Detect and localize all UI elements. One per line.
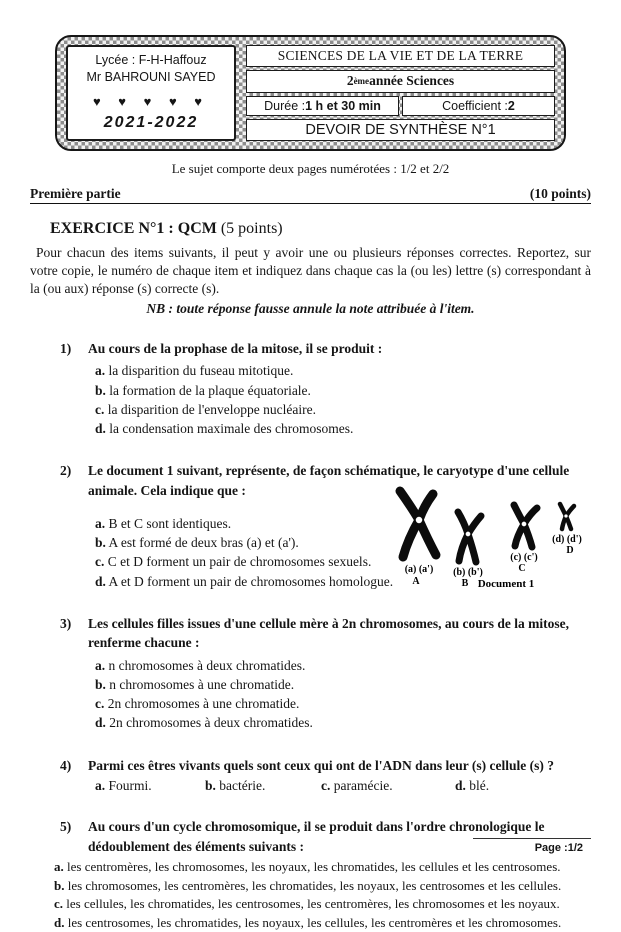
arms-label-d: (d) (d') (552, 534, 582, 546)
exercise-points: (5 points) (216, 220, 283, 237)
exam-title: DEVOIR DE SYNTHÈSE N°1 (246, 119, 555, 141)
question-5 (30, 817, 591, 932)
question-1-head (60, 339, 591, 359)
page-footer (473, 838, 591, 854)
question-4-text: Parmi ces êtres vivants quels sont ceux qui ont de l'ADN dans leur (s) cellule (s) ? (88, 757, 554, 773)
part-title: Première partie (30, 186, 121, 201)
teacher-name: Mr BAHROUNI SAYED (86, 69, 216, 84)
centromere-b (465, 531, 471, 537)
question-4-options (95, 778, 591, 794)
footer-rule (473, 838, 591, 839)
option: a. les centromères, les chromosomes, les noyaux, les chromatides, les cellules et les centrosomes. (54, 859, 561, 875)
centromere-a (415, 516, 423, 524)
exercise-name: EXERCICE N°1 : QCM (50, 220, 217, 237)
option: b. n chromosomes à une chromatide. (95, 677, 295, 693)
class-level-sup: ème (353, 76, 370, 87)
exam-info-table (246, 45, 555, 141)
duration-value: 1 h et 30 min (305, 98, 381, 113)
school-name: Lycée : F-H-Haffouz (95, 53, 207, 68)
question-4-number: 4) (60, 757, 72, 773)
option: d. blé. (455, 778, 490, 794)
part-points: (10 points) (529, 186, 591, 201)
question-1-text: Au cours de la prophase de la mitose, il se produit : (88, 340, 383, 356)
question-3-head (60, 614, 591, 653)
question-3-number: 3) (60, 615, 72, 631)
document-1-caption: Document 1 (477, 578, 535, 590)
question-2-text: Le document 1 suivant, représente, de façon schématique, le caryotype d'une cellule animale. Cela indique que : (88, 463, 570, 498)
option: a. la disparition du fuseau mitotique. (95, 363, 294, 379)
exercise-title (50, 220, 591, 238)
option: d. A et D forment un pair de chromosomes homologue. (95, 573, 394, 589)
option: b. bactérie. (205, 778, 266, 794)
centromere-d (564, 514, 568, 518)
qcm-instructions: Pour chacun des items suivants, il peut y avoir une ou plusieurs réponses correctes. Reportez, sur votre copie, le numéro de chaque item et indiquez dans chaque cas la (ou les) lettre (s) correspondant à la (ou aux) réponse (s) correcte (s). (30, 245, 591, 296)
karyotype-document-1 (386, 484, 591, 589)
arms-label-a: (a) (a') (404, 564, 434, 576)
duration-coefficient-row (246, 96, 555, 116)
chromosome-label-a: A (412, 576, 420, 588)
option: a. B et C sont identiques. (95, 516, 232, 532)
question-3-options (95, 656, 591, 733)
nb-warning: NB : toute réponse fausse annule la note attribuée à l'item. (146, 300, 475, 316)
option: c. paramécie. (321, 778, 393, 794)
class-level-rest: année Sciences (369, 73, 455, 89)
question-4 (30, 756, 591, 795)
option: c. la disparition de l'enveloppe nucléaire. (95, 401, 316, 417)
option: b. les chromosomes, les centromères, les chromatides, les noyaux, les centrosomes et les cellules. (54, 877, 562, 893)
option: c. les cellules, les chromatides, les centrosomes, les centromères, les chromosomes et les noyaux. (54, 896, 560, 912)
option: b. A est formé de deux bras (a) et (a'). (95, 535, 299, 551)
school-info-box (66, 45, 236, 141)
option: d. 2n chromosomes à deux chromatides. (95, 715, 313, 731)
question-2-body (30, 514, 591, 591)
question-2-number: 2) (60, 463, 72, 479)
option: c. C et D forment un pair de chromosomes sexuels. (95, 554, 372, 570)
question-5-options (54, 858, 591, 932)
subject-title: SCIENCES DE LA VIE ET DE LA TERRE (246, 45, 555, 67)
duration-label: Durée : (264, 98, 306, 113)
part-header (30, 186, 591, 204)
page-number: Page :1/2 (534, 842, 583, 854)
chromosome-label-b: B (461, 578, 469, 590)
class-level (246, 70, 555, 92)
centromere-c (521, 521, 527, 527)
coefficient-value: 2 (507, 98, 515, 113)
coefficient-cell (402, 96, 555, 116)
option: a. n chromosomes à deux chromatides. (95, 657, 306, 673)
question-5-text: Au cours d'un cycle chromosomique, il se produit dans l'ordre chronologique le dédoublement des éléments suivants : (88, 819, 545, 854)
class-level-number: 2 (346, 73, 354, 89)
option: a. Fourmi. (95, 778, 152, 794)
duration-cell (246, 96, 399, 116)
option: b. la formation de la plaque équatoriale. (95, 382, 311, 398)
school-year: 2021-2022 (103, 114, 199, 132)
arms-label-c: (c) (c') (510, 552, 538, 564)
coefficient-label: Coefficient : (442, 98, 508, 113)
question-4-head (60, 756, 591, 776)
chromosome-label-c: C (518, 563, 526, 575)
question-3 (30, 614, 591, 733)
question-1-options (95, 361, 591, 438)
chromosome-label-d: D (566, 545, 574, 557)
option: d. la condensation maximale des chromosomes. (95, 420, 354, 436)
question-5-number: 5) (60, 819, 72, 835)
hearts-decoration: ♥ ♥ ♥ ♥ ♥ (92, 93, 210, 109)
header-box (55, 35, 566, 151)
option: d. les centrosomes, les chromatides, les noyaux, les cellules, les centromères et les chromosomes. (54, 914, 562, 930)
option: c. 2n chromosomes à une chromatide. (95, 696, 300, 712)
question-1-number: 1) (60, 340, 72, 356)
question-2 (30, 461, 591, 591)
arms-label-b: (b) (b') (453, 567, 483, 579)
question-1 (30, 339, 591, 438)
question-3-text: Les cellules filles issues d'une cellule mère à 2n chromosomes, au cours de la mitose, renferme chacune : (88, 615, 569, 651)
pages-notice: Le sujet comporte deux pages numérotées : 1/2 et 2/2 (171, 161, 450, 176)
